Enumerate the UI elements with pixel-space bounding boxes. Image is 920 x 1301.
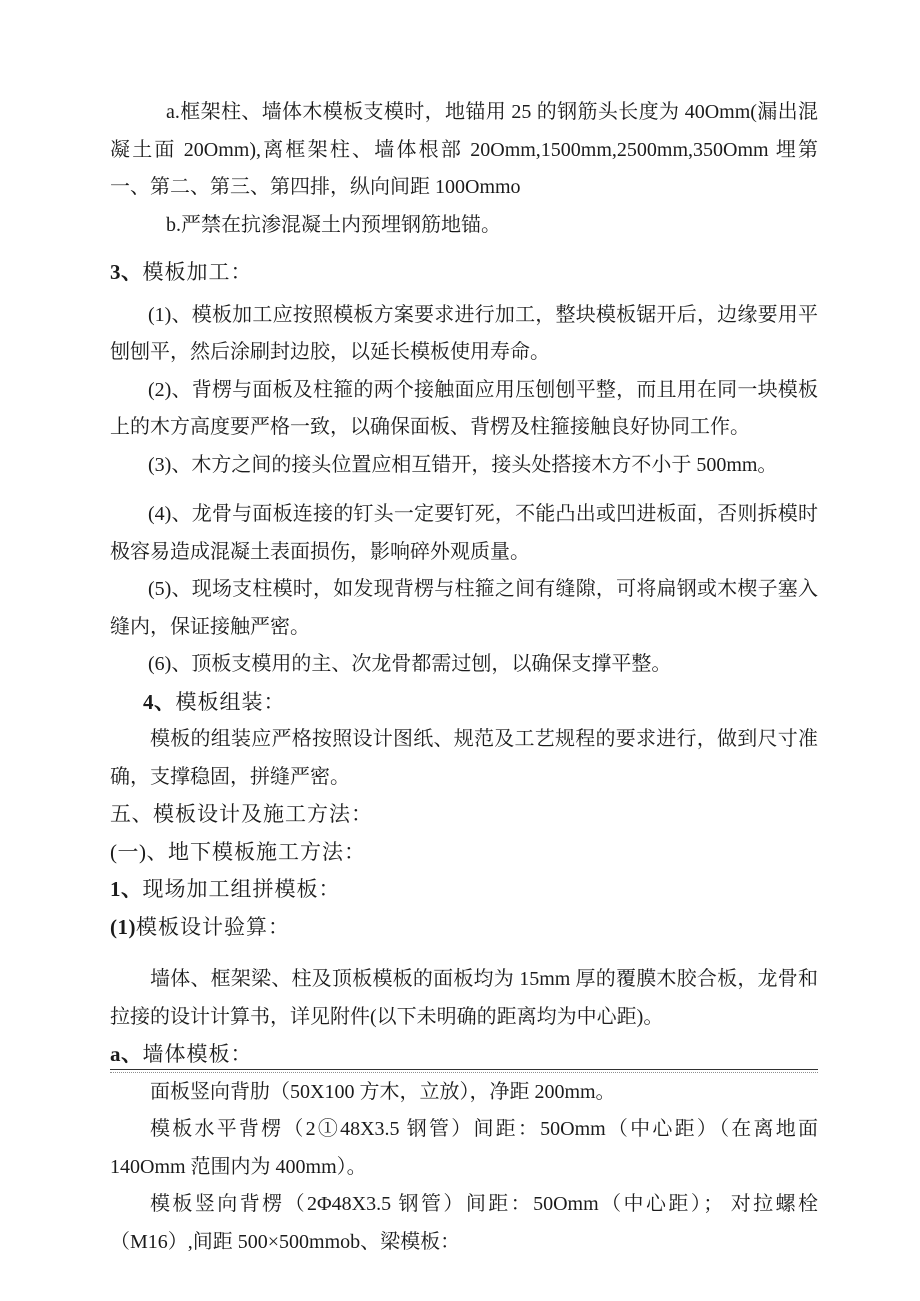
paragraph: b.严禁在抗渗混凝土内预埋钢筋地锚。	[166, 213, 501, 236]
paragraph: (2)、背楞与面板及柱箍的两个接触面应用压刨刨平整，而且用在同一块模板上的木方高度要严格一致，以确保面板、背楞及柱箍接触良好协同工作。	[110, 378, 818, 438]
paragraph: 模板竖向背楞（2Φ48X3.5 钢管）间距：50Omm（中心距）； 对拉螺栓（M16）,间距 500×500mmob、梁模板：	[110, 1193, 818, 1253]
section-heading	[110, 254, 818, 292]
heading-number: 五、	[110, 802, 153, 826]
heading-number: 3、	[110, 260, 143, 284]
heading-number: (1)	[110, 914, 136, 939]
heading-label: 模板设计及施工方法：	[153, 802, 373, 826]
heading-label: 地下模板施工方法：	[168, 839, 366, 864]
paragraph: 墙体、框架梁、柱及顶板模板的面板均为 15mm 厚的覆膜木胶合板，龙骨和拉接的设计计算书，详见附件(以下未明确的距离均为中心距)。	[110, 968, 818, 1028]
heading-number: a、	[110, 1042, 143, 1066]
heading-label: 模板加工：	[142, 260, 253, 284]
paragraph: (3)、木方之间的接头位置应相互错开，接头处搭接木方不小于 500mm。	[148, 453, 778, 476]
paragraph: 面板竖向背肋（50X100 方木，立放），净距 200mm。	[150, 1080, 616, 1103]
heading-number: 4、	[143, 689, 176, 714]
heading-label: 模板设计验算：	[136, 914, 290, 939]
paragraph: 模板的组装应严格按照设计图纸、规范及工艺规程的要求进行，做到尺寸准确，支撑稳固，拼缝严密。	[110, 728, 818, 788]
paragraph: 模板水平背楞（2①48X3.5 钢管）间距：50Omm（中心距）（在离地面 140Omm 范围内为 400mm）。	[110, 1118, 818, 1178]
heading-label: 墙体模板：	[142, 1042, 253, 1066]
paragraph: (4)、龙骨与面板连接的钉头一定要钉死，不能凸出或凹进板面，否则拆模时极容易造成混凝土表面损伤，影响碎外观质量。	[110, 503, 818, 563]
heading-number: 1、	[110, 877, 143, 901]
section-heading	[110, 871, 818, 909]
section-heading	[110, 909, 818, 947]
paragraph: (1)、模板加工应按照模板方案要求进行加工，整块模板锯开后，边缘要用平刨刨平，然后涂刷封边胶，以延长模板使用寿命。	[110, 303, 818, 363]
section-heading	[110, 796, 818, 834]
heading-label: 模板组装：	[175, 689, 286, 714]
section-heading	[110, 684, 818, 722]
paragraph: (5)、现场支柱模时，如发现背楞与柱箍之间有缝隙，可将扁钢或木楔子塞入缝内，保证接触严密。	[110, 578, 818, 638]
document-body	[110, 94, 818, 1261]
paragraph: (6)、顶板支模用的主、次龙骨都需过刨，以确保支撑平整。	[148, 653, 672, 675]
heading-number: (一)、	[110, 839, 168, 864]
section-heading	[110, 834, 818, 872]
paragraph: a.框架柱、墙体木模板支模时，地锚用 25 的钢筋头长度为 40Omm(漏出混凝土面 20Omm),离框架柱、墙体根部 20Omm,1500mm,2500mm,350Omm 埋第一、第二、第三、第四排，纵向间距 100Ommo	[110, 101, 818, 198]
heading-label: 现场加工组拼模板：	[142, 877, 341, 901]
